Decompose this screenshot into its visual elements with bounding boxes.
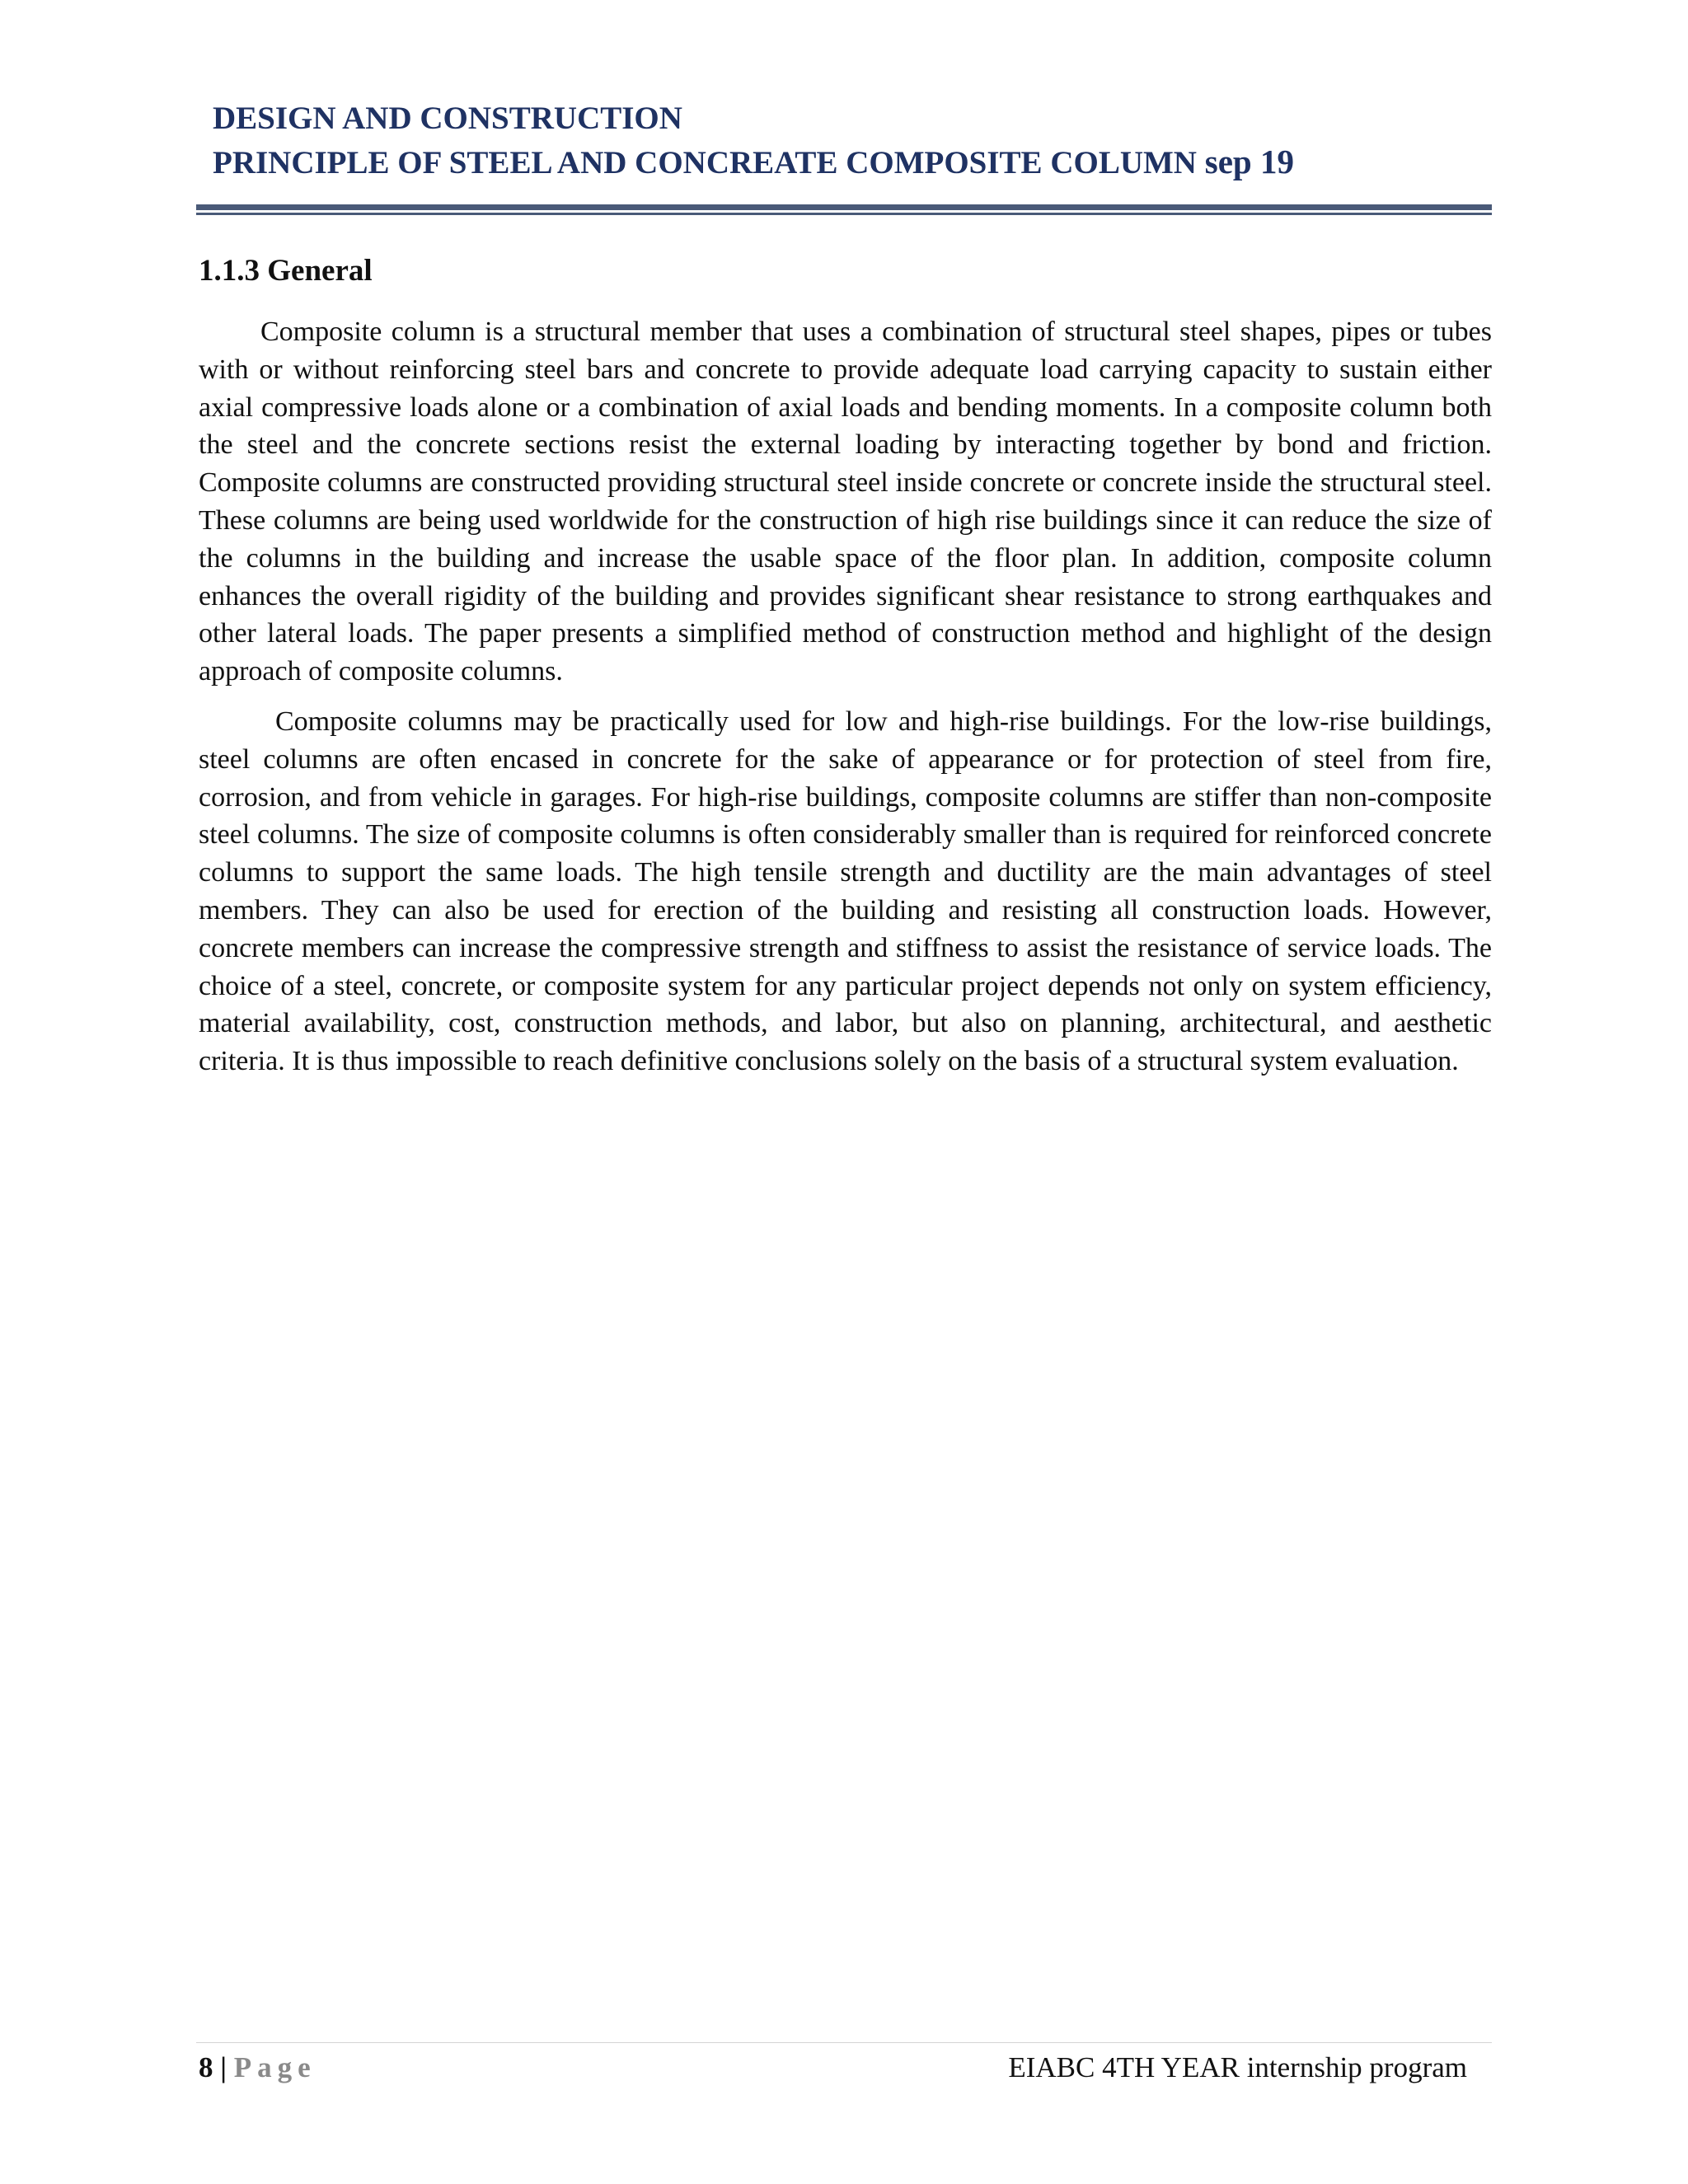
section-heading: 1.1.3 General bbox=[199, 254, 373, 288]
page-label: Page bbox=[233, 2051, 316, 2083]
paragraph-2: Composite columns may be practically used for low and high-rise buildings. For the low-rise buildings, steel columns are often encased in concrete for the sake of appearance or for protection of steel from fire, corrosion, and from vehicle in garages. For high-rise buildings, composite columns are stiffer than non-composite steel columns. The size of composite columns is often considerably smaller than is required for reinforced concrete columns to support the same loads. The high tensile strength and ductility are the main advantages of steel members. They can also be used for erection of the building and resisting all construction loads. However, concrete members can increase the compressive strength and stiffness to assist the resistance of service loads. The choice of a steel, concrete, or composite system for any particular project depends not only on system efficiency, material availability, cost, construction methods, and labor, but also on planning, architectural, and aesthetic criteria. It is thus impossible to reach definitive conclusions solely on the basis of a structural system evaluation. bbox=[199, 705, 1492, 1077]
page-number-block bbox=[199, 2050, 316, 2085]
footer-program-name: EIABC 4TH YEAR internship program bbox=[1008, 2051, 1467, 2083]
header-title-text: PRINCIPLE OF STEEL AND CONCREATE COMPOSITE COLUMN bbox=[213, 145, 1197, 180]
header-date: sep 19 bbox=[1204, 143, 1294, 180]
header-title-line-2 bbox=[213, 140, 1498, 185]
running-header bbox=[213, 97, 1498, 185]
header-title-line-1: DESIGN AND CONSTRUCTION bbox=[213, 101, 682, 136]
page-number: 8 bbox=[199, 2051, 213, 2083]
footer-rule bbox=[196, 2042, 1492, 2043]
page-separator: | bbox=[220, 2051, 227, 2083]
body-text bbox=[199, 313, 1492, 1093]
header-rule-thick bbox=[196, 204, 1492, 210]
header-rule-thin bbox=[196, 213, 1492, 215]
paragraph-1: Composite column is a structural member that uses a combination of structural steel shapes, pipes or tubes with or without reinforcing steel bars and concrete to provide adequate load carrying capacity to sustain either axial compressive loads alone or a combination of axial loads and bending moments. In a composite column both the steel and the concrete sections resist the external loading by interacting together by bond and friction. Composite columns are constructed providing structural steel inside concrete or concrete inside the structural steel. These columns are being used worldwide for the construction of high rise buildings since it can reduce the size of the columns in the building and increase the usable space of the floor plan. In addition, composite column enhances the overall rigidity of the building and provides significant shear resistance to strong earthquakes and other lateral loads. The paper presents a simplified method of construction method and highlight of the design approach of composite columns. bbox=[199, 316, 1492, 687]
